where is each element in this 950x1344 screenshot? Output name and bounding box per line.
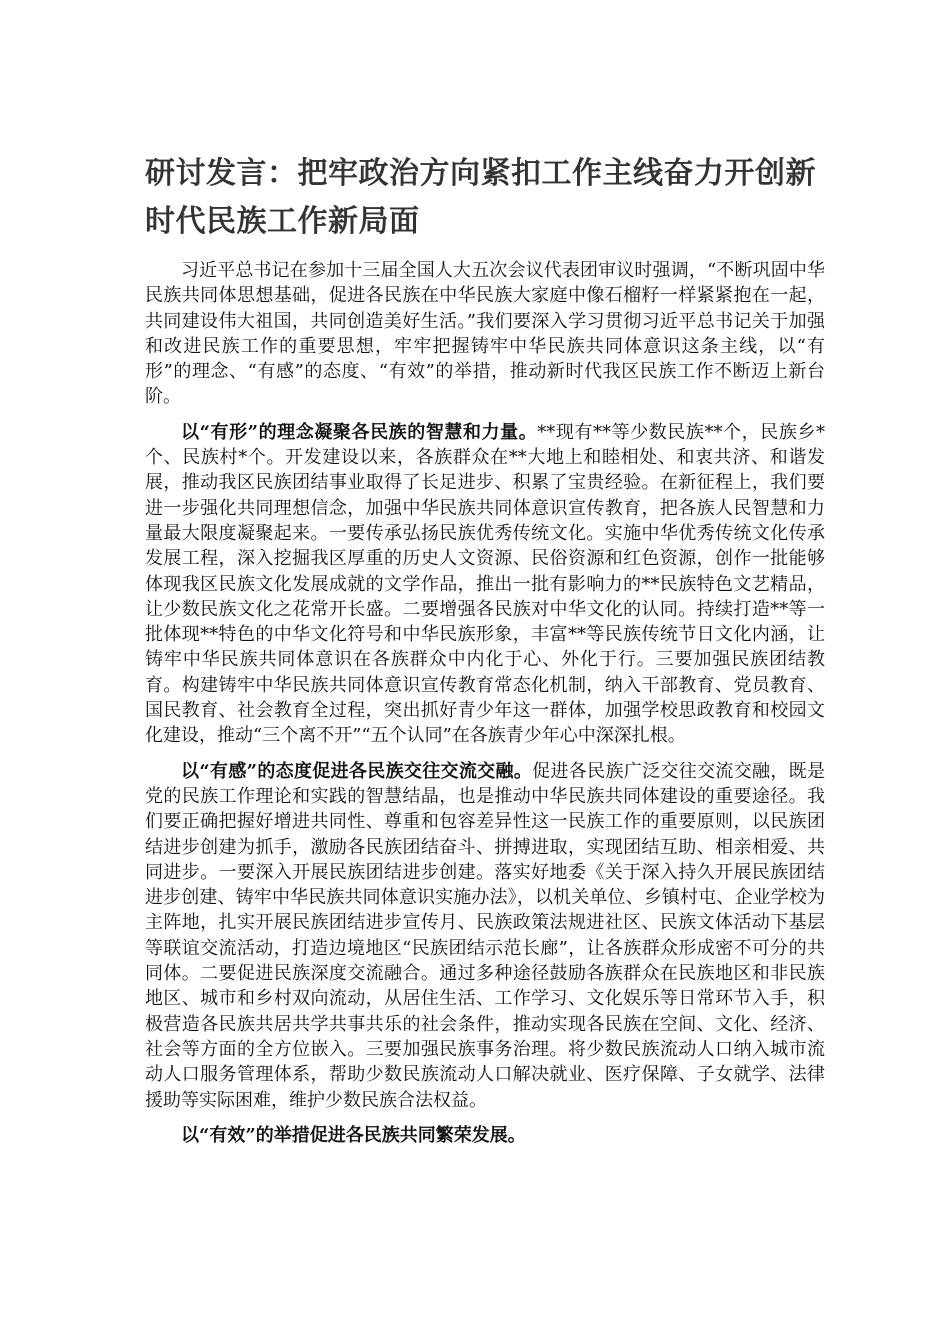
document-page bbox=[145, 150, 825, 1158]
paragraph-text: 习近平总书记在参加十三届全国人大五次会议代表团审议时强调，“不断巩固中华民族共同体思想基础，促进各民族在中华民族大家庭中像石榴籽一样紧紧抱在一起，共同建设伟大祖国，共同创造美好生活。”我们要深入学习贯彻习近平总书记关于加强和改进民族工作的重要思想，牢牢把握铸牢中华民族共同体意识这条主线，以“有形”的理念、“有感”的态度、“有效”的举措，推动新时代我区民族工作不断迈上新台阶。 bbox=[145, 260, 825, 408]
paragraph-yougan bbox=[145, 759, 825, 1113]
paragraph-youxing bbox=[145, 420, 825, 749]
paragraph-text: 促进各民族广泛交往交流交融，既是党的民族工作理论和实践的智慧结晶，也是推动中华民族共同体建设的重要途径。我们要正确把握好增进共同性、尊重和包容差异性这一民族工作的重要原则，以民族团结进步创建为抓手，激励各民族团结奋斗、拼搏进取，实现团结互助、相亲相爱、共同进步。一要深入开展民族团结进步创建。落实好地委《关于深入持久开展民族团结进步创建、铸牢中华民族共同体意识实施办法》，以机关单位、乡镇村屯、企业学校为主阵地，扎实开展民族团结进步宣传月、民族政策法规进社区、民族文体活动下基层等联谊交流活动，打造边境地区“民族团结示范长廊”，让各族群众形成密不可分的共同体。二要促进民族深度交流融合。通过多种途径鼓励各族群众在民族地区和非民族地区、城市和乡村双向流动，从居住生活、工作学习、文化娱乐等日常环节入手，积极营造各民族共居共学共事共乐的社会条件，推动实现各民族在空间、文化、经济、社会等方面的全方位嵌入。三要加强民族事务治理。将少数民族流动人口纳入城市流动人口服务管理体系，帮助少数民族流动人口解决就业、医疗保障、子女就学、法律援助等实际困难，维护少数民族合法权益。 bbox=[145, 760, 825, 1111]
paragraph-intro bbox=[145, 258, 825, 410]
paragraph-lead: 以“有效”的举措促进各民族共同繁荣发展。 bbox=[181, 1124, 526, 1146]
paragraph-lead: 以“有感”的态度促进各民族交往交流交融。 bbox=[181, 760, 533, 782]
paragraph-youxiao bbox=[145, 1123, 825, 1148]
paragraph-lead: 以“有形”的理念凝聚各民族的智慧和力量。 bbox=[181, 421, 538, 443]
paragraph-text: **现有**等少数民族**个，民族乡*个、民族村*个。开发建设以来，各族群众在**大地上和睦相处、和衷共济、和谐发展，推动我区民族团结事业取得了长足进步、积累了宝贵经验。在新征程上，我们要进一步强化共同理想信念，加强中华民族共同体意识宣传教育，把各族人民智慧和力量最大限度凝聚起来。一要传承弘扬民族优秀传统文化。实施中华优秀传统文化传承发展工程，深入挖掘我区厚重的历史人文资源、民俗资源和红色资源，创作一批能够体现我区民族文化发展成就的文学作品，推出一批有影响力的**民族特色文艺精品，让少数民族文化之花常开长盛。二要增强各民族对中华文化的认同。持续打造**等一批体现**特色的中华文化符号和中华民族形象，丰富**等民族传统节日文化内涵，让铸牢中华民族共同体意识在各族群众中内化于心、外化于行。三要加强民族团结教育。构建铸牢中华民族共同体意识宣传教育常态化机制，纳入干部教育、党员教育、国民教育、社会教育全过程，突出抓好青少年这一群体，加强学校思政教育和校园文化建设，推动“三个离不开”“五个认同”在各族青少年心中深深扎根。 bbox=[145, 421, 825, 747]
document-title: 研讨发言：把牢政治方向紧扣工作主线奋力开创新时代民族工作新局面 bbox=[145, 156, 816, 239]
